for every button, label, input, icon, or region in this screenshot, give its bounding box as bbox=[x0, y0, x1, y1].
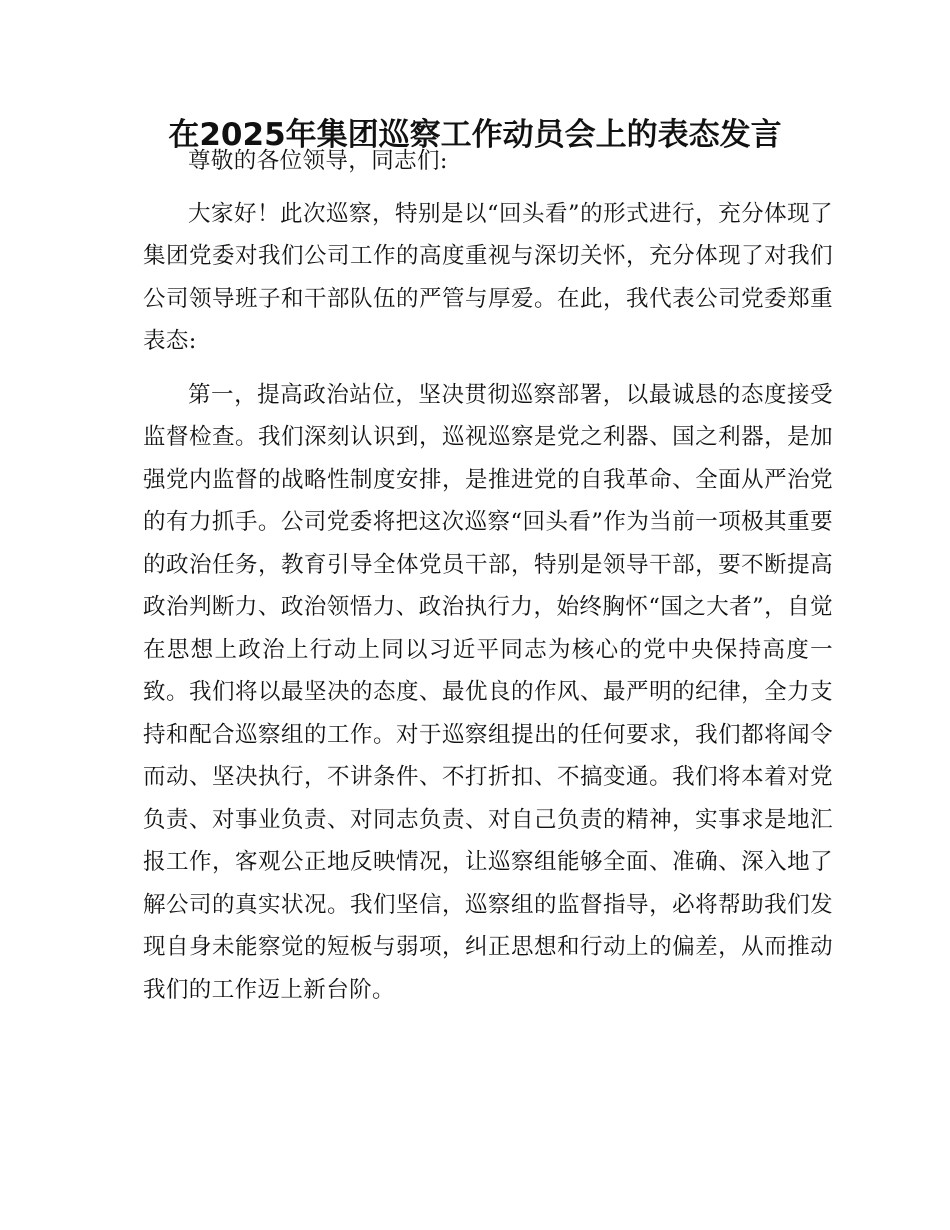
paragraph-first-point: 第一，提高政治站位，坚决贯彻巡察部署，以最诚恳的态度接受监督检查。我们深刻认识到，巡视巡察是党之利器、国之利器，是加强党内监督的战略性制度安排，是推进党的自我革命、全面从严治党的有力抓手。公司党委将把这次巡察“回头看”作为当前一项极其重要的政治任务，教育引导全体党员干部，特别是领导干部，要不断提高政治判断力、政治领悟力、政治执行力，始终胸怀“国之大者”，自觉在思想上政治上行动上同以习近平同志为核心的党中央保持高度一致。我们将以最坚决的态度、最优良的作风、最严明的纪律，全力支持和配合巡察组的工作。对于巡察组提出的任何要求，我们都将闻令而动、坚决执行，不讲条件、不打折扣、不搞变通。我们将本着对党负责、对事业负责、对同志负责、对自己负责的精神，实事求是地汇报工作，客观公正地反映情况，让巡察组能够全面、准确、深入地了解公司的真实状况。我们坚信，巡察组的监督指导，必将帮助我们发现自身未能察觉的短板与弱项，纠正思想和行动上的偏差，从而推动我们的工作迈上新台阶。 bbox=[143, 381, 833, 1003]
salutation: 尊敬的各位领导，同志们: bbox=[188, 148, 448, 174]
paragraph-opening: 大家好！此次巡察，特别是以“回头看”的形式进行，充分体现了集团党委对我们公司工作的高度重视与深切关怀，充分体现了对我们公司领导班子和干部队伍的严管与厚爱。在此，我代表公司党委郑重表态: bbox=[143, 200, 833, 354]
document-title: 在2025年集团巡察工作动员会上的表态发言 bbox=[168, 117, 782, 153]
document-body bbox=[143, 140, 833, 1011]
